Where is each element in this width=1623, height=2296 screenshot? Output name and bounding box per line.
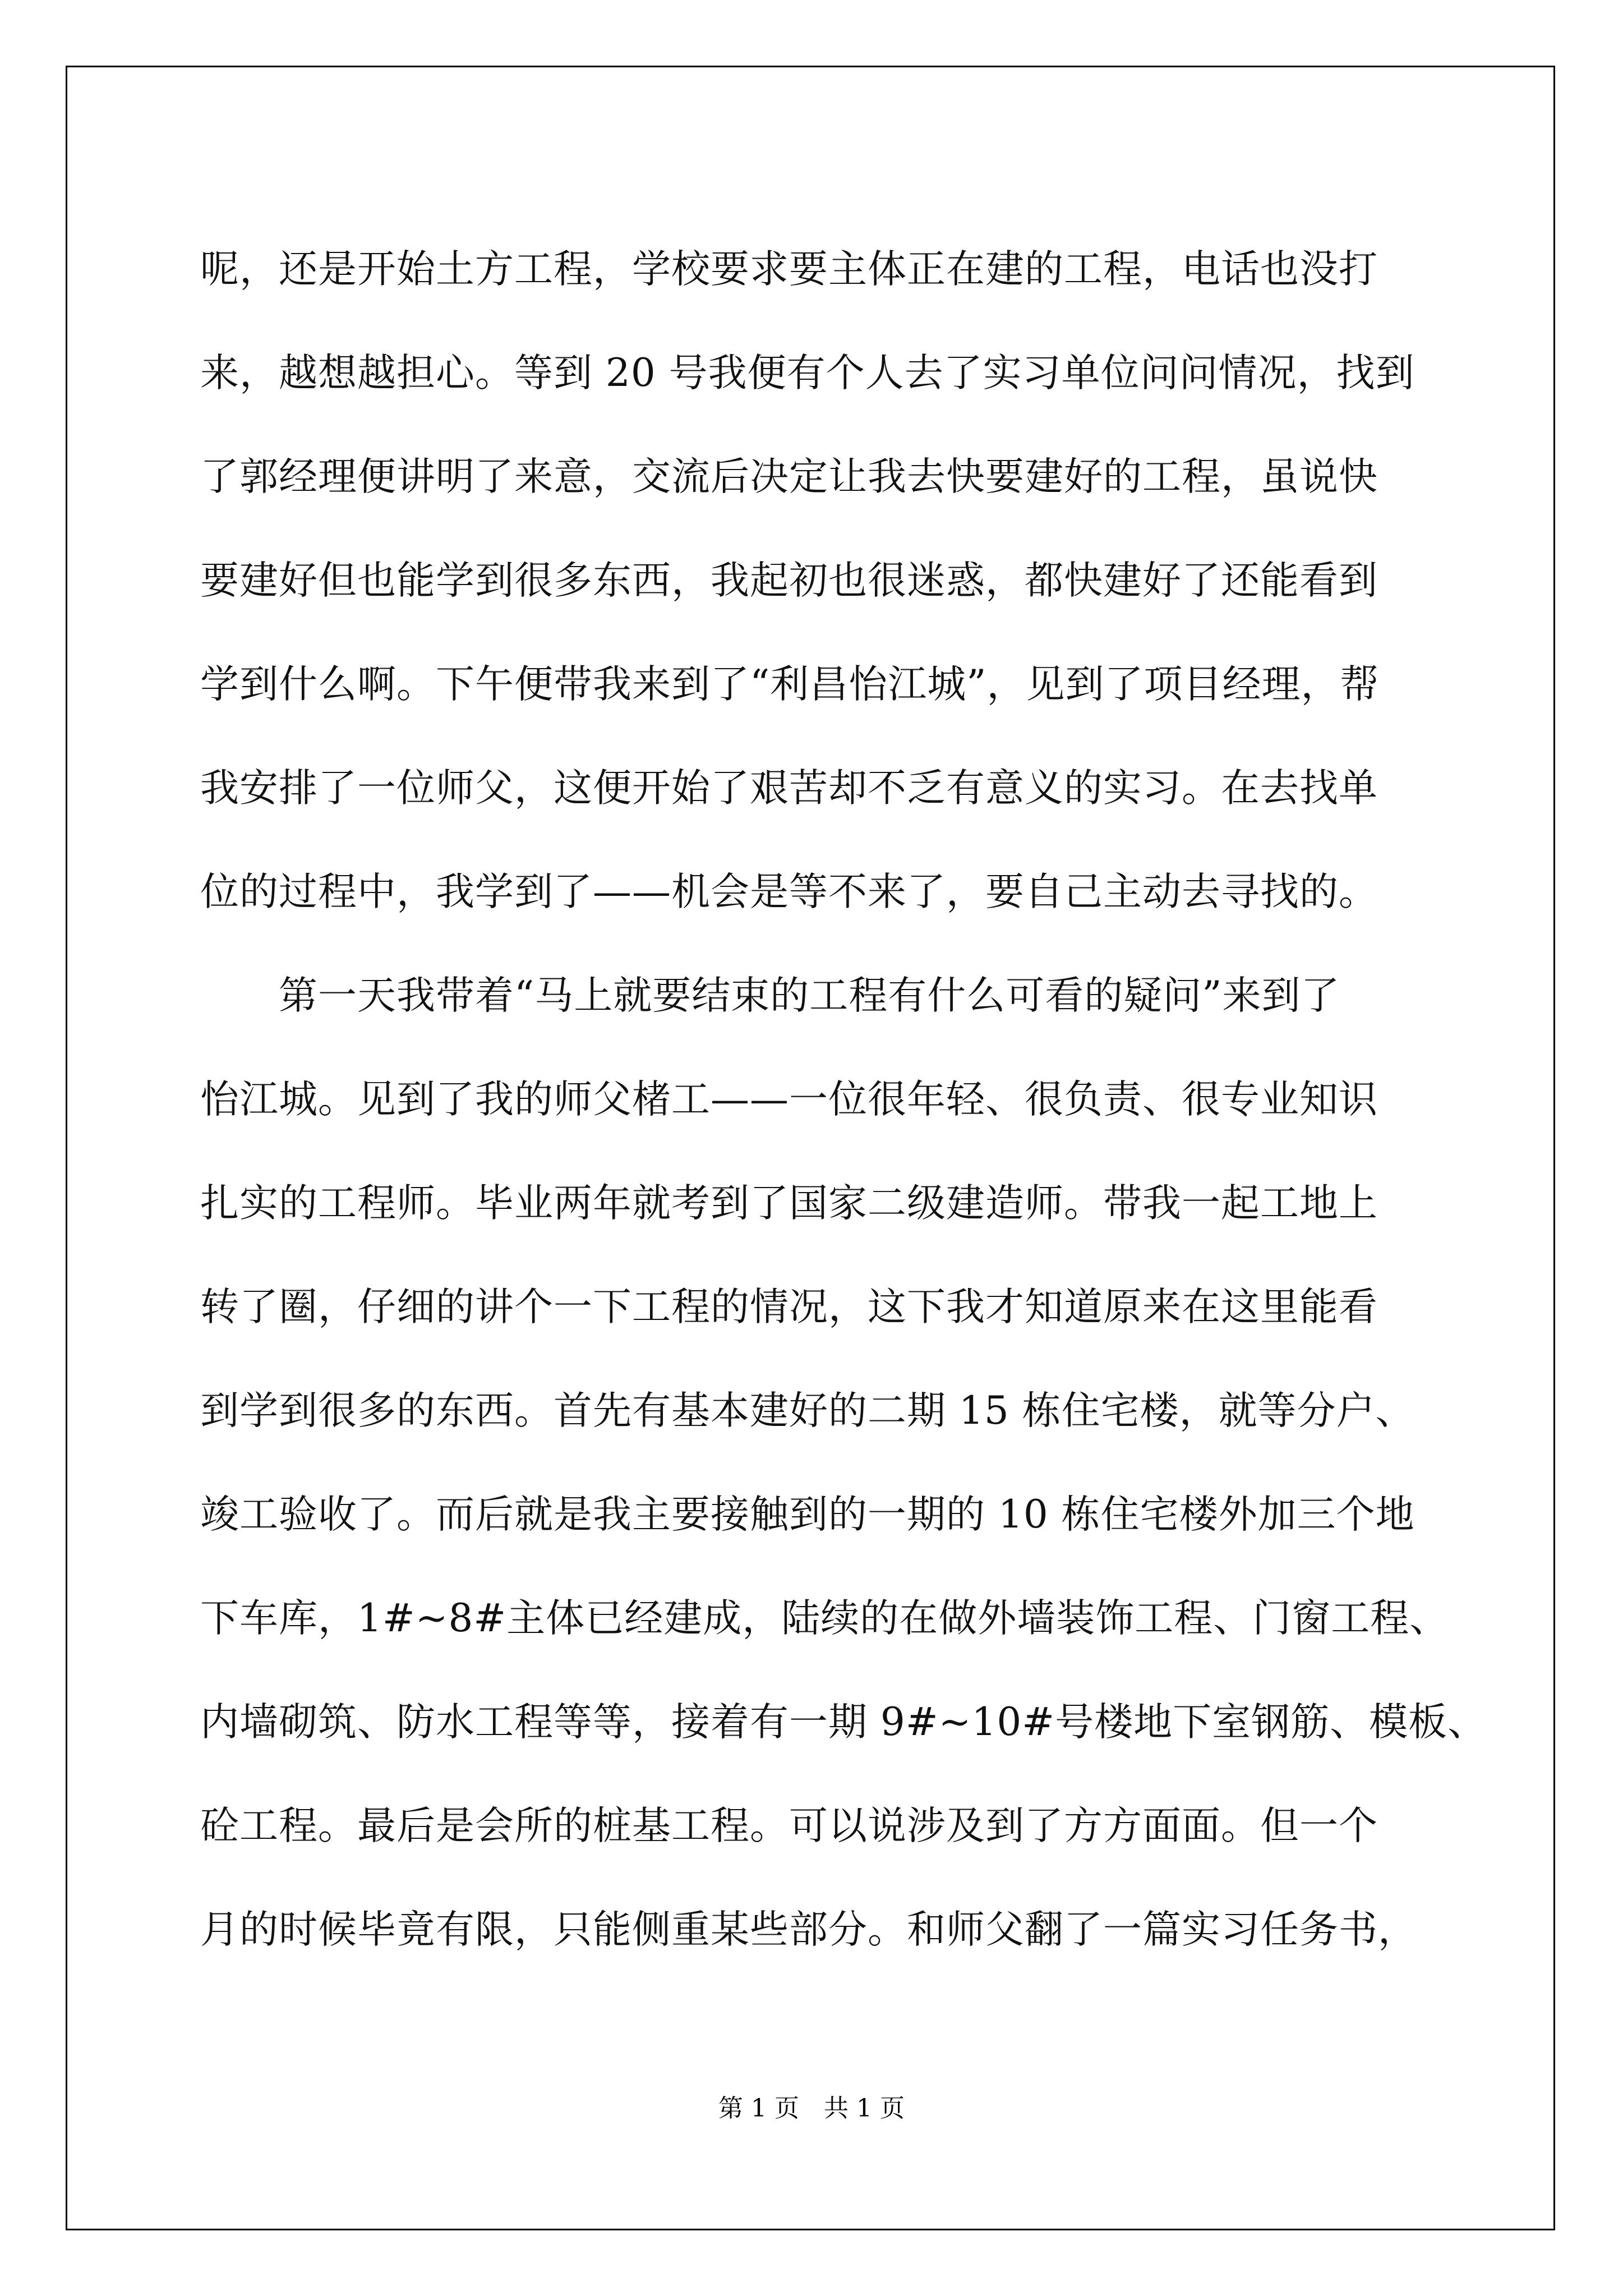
text-line-13: 竣工验收了。而后就是我主要接触到的一期的 10 栋住宅楼外加三个地	[200, 1492, 1415, 1537]
text-line-12: 到学到很多的东西。首先有基本建好的二期 15 栋住宅楼，就等分户、	[200, 1388, 1415, 1433]
text-line-4: 要建好但也能学到很多东西，我起初也很迷惑，都快建好了还能看到	[200, 558, 1378, 603]
text-line-2: 来，越想越担心。等到 20 号我便有个人去了实习单位问问情况，找到	[200, 351, 1415, 395]
text-line-16: 砼工程。最后是会所的桩基工程。可以说涉及到了方方面面。但一个	[200, 1803, 1378, 1848]
text-line-15: 内墙砌筑、防水工程等等，接着有一期 9#~10#号楼地下室钢筋、模板、	[200, 1700, 1487, 1745]
text-line-10: 扎实的工程师。毕业两年就考到了国家二级建造师。带我一起工地上	[200, 1181, 1378, 1226]
text-line-11: 转了圈，仔细的讲个一下工程的情况，这下我才知道原来在这里能看	[200, 1285, 1378, 1329]
text-line-6: 我安排了一位师父，这便开始了艰苦却不乏有意义的实习。在去找单	[200, 766, 1378, 811]
text-line-5: 学到什么啊。下午便带我来到了“利昌怡江城”，见到了项目经理，帮	[200, 662, 1380, 707]
text-line-3: 了郭经理便讲明了来意，交流后决定让我去快要建好的工程，虽说快	[200, 454, 1378, 499]
text-line-8: 第一天我带着“马上就要结束的工程有什么可看的疑问”来到了	[200, 973, 1340, 1018]
document-body	[200, 218, 1487, 1982]
text-line-7: 位的过程中，我学到了——机会是等不来了，要自己主动去寻找的。	[200, 869, 1378, 914]
text-line-17: 月的时候毕竟有限，只能侧重某些部分。和师父翻了一篇实习任务书，	[200, 1907, 1417, 1952]
text-line-9: 怡江城。见到了我的师父楮工——一位很年轻、很负责、很专业知识	[200, 1077, 1378, 1122]
text-line-14: 下车库，1#~8#主体已经建成，陆续的在做外墙装饰工程、门窗工程、	[200, 1596, 1449, 1641]
page-number-footer: 第 1 页 共 1 页	[718, 2094, 905, 2123]
text-line-1: 呢，还是开始土方工程，学校要求要主体正在建的工程，电话也没打	[200, 247, 1378, 292]
